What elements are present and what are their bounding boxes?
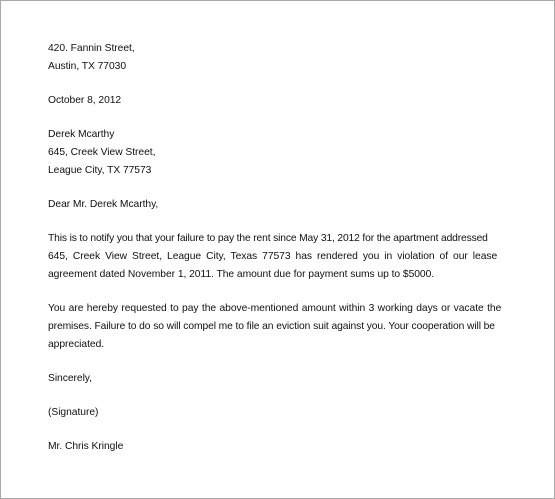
salutation-block xyxy=(48,196,505,214)
sender-address-line1: 420. Fannin Street, xyxy=(48,43,135,54)
salutation: Dear Mr. Derek Mcarthy, xyxy=(48,199,159,210)
signature-block xyxy=(48,404,505,422)
recipient-city: League City, TX 77573 xyxy=(48,165,152,176)
recipient-address xyxy=(48,126,505,180)
sender-name-block xyxy=(48,438,505,456)
sender-name: Mr. Chris Kringle xyxy=(48,441,124,452)
paragraph-request-line2: premises. Failure to do so will compel me to file an eviction suit against you. Your cooperation will be xyxy=(48,321,495,332)
closing: Sincerely, xyxy=(48,373,92,384)
paragraph-request-line1: You are hereby requested to pay the above-mentioned amount within 3 working days or vacate the xyxy=(48,303,502,314)
paragraph-notice-line1: This is to notify you that your failure to pay the rent since May 31, 2012 for the apartment addressed xyxy=(48,233,488,244)
recipient-street: 645, Creek View Street, xyxy=(48,147,156,158)
paragraph-notice-line2: 645, Creek View Street, League City, Texas 77573 has rendered you in violation of our lease xyxy=(48,251,498,262)
closing-block xyxy=(48,370,505,388)
letter-date: October 8, 2012 xyxy=(48,95,122,106)
letter-body xyxy=(48,40,505,456)
paragraph-request xyxy=(48,300,505,354)
letter-date-block xyxy=(48,92,505,110)
sender-address xyxy=(48,40,505,76)
signature: (Signature) xyxy=(48,407,99,418)
recipient-name: Derek Mcarthy xyxy=(48,129,115,140)
paragraph-request-line3: appreciated. xyxy=(48,339,105,350)
paragraph-notice-line3: agreement dated November 1, 2011. The amount due for payment sums up to $5000. xyxy=(48,269,435,280)
sender-address-line2: Austin, TX 77030 xyxy=(48,61,127,72)
paragraph-notice xyxy=(48,230,505,284)
